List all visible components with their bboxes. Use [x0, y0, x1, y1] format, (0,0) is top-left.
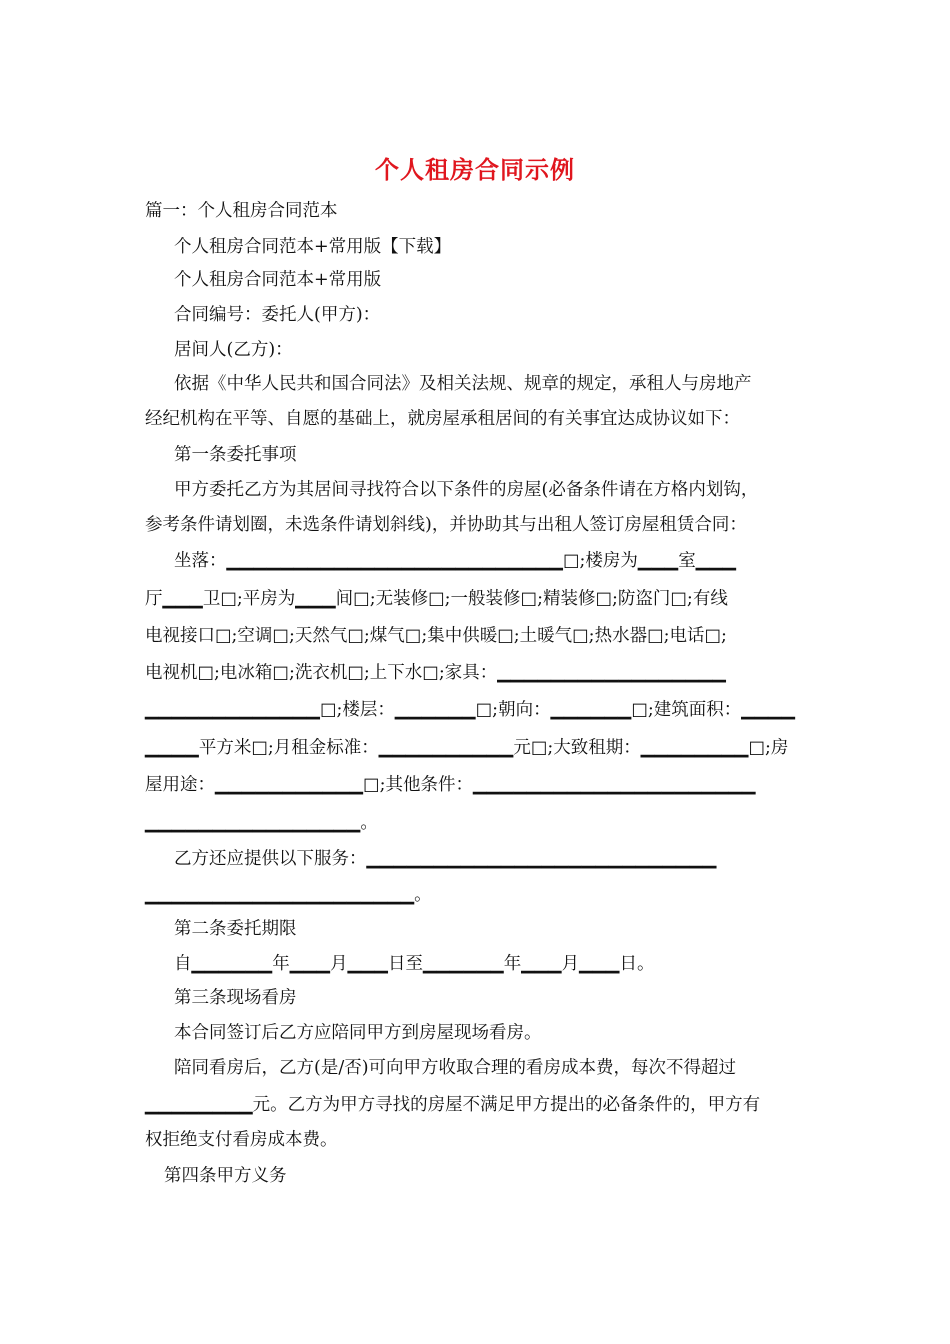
- section-heading: 第三条现场看房: [174, 988, 297, 1008]
- document-title: 个人租房合同示例: [375, 155, 575, 184]
- text-line: 陪同看房后，乙方(是/否)可向甲方收取合理的看房成本费，每次不得超过: [174, 1058, 737, 1078]
- text-line: 依据《中华人民共和国合同法》及相关法规、规章的规定，承租人与房地产: [174, 374, 752, 394]
- text-line: 本合同签订后乙方应陪同甲方到房屋现场看房。: [174, 1023, 542, 1043]
- text-line: 居间人(乙方)：: [174, 340, 293, 360]
- text-line: 屋用途：▁▁▁▁▁▁▁▁▁▁▁□;其他条件：▁▁▁▁▁▁▁▁▁▁▁▁▁▁▁▁▁▁▁▁▁: [145, 775, 756, 795]
- text-line: 厅▁▁▁卫□;平房为▁▁▁间□;无装修□;一般装修□;精装修□;防盗门□;有线: [145, 589, 728, 609]
- text-line: 自▁▁▁▁▁▁年▁▁▁月▁▁▁日至▁▁▁▁▁▁年▁▁▁月▁▁▁日。: [174, 954, 655, 974]
- text-line: 坐落：▁▁▁▁▁▁▁▁▁▁▁▁▁▁▁▁▁▁▁▁▁▁▁▁▁□;楼房为▁▁▁室▁▁▁: [174, 551, 737, 571]
- text-line: ▁▁▁▁▁▁▁▁元。乙方为甲方寻找的房屋不满足甲方提出的必备条件的，甲方有: [145, 1095, 761, 1115]
- text-line: 权拒绝支付看房成本费。: [145, 1130, 338, 1150]
- text-line: 参考条件请划圈，未选条件请划斜线)，并协助其与出租人签订房屋租赁合同：: [145, 515, 747, 535]
- text-line: ▁▁▁▁平方米□;月租金标准：▁▁▁▁▁▁▁▁▁▁元□;大致租期：▁▁▁▁▁▁▁▁□;房: [145, 738, 789, 758]
- section-heading: 第四条甲方义务: [164, 1166, 287, 1186]
- text-line: 电视接口□;空调□;天然气□;煤气□;集中供暖□;土暖气□;热水器□;电话□;: [145, 626, 727, 646]
- text-line: 电视机□;电冰箱□;洗衣机□;上下水□;家具：▁▁▁▁▁▁▁▁▁▁▁▁▁▁▁▁▁: [145, 663, 727, 683]
- text-line: 篇一：个人租房合同范本: [145, 201, 338, 221]
- text-line: 乙方还应提供以下服务：▁▁▁▁▁▁▁▁▁▁▁▁▁▁▁▁▁▁▁▁▁▁▁▁▁▁: [174, 849, 717, 869]
- text-line: 个人租房合同范本+常用版: [174, 270, 382, 290]
- section-heading: 第一条委托事项: [174, 445, 297, 465]
- text-line: ▁▁▁▁▁▁▁▁▁▁▁▁▁□;楼层：▁▁▁▁▁▁□;朝向：▁▁▁▁▁▁□;建筑面积：▁▁▁▁: [145, 700, 796, 720]
- text-line: 经纪机构在平等、自愿的基础上，就房屋承租居间的有关事宜达成协议如下：: [145, 409, 740, 429]
- text-line: 个人租房合同范本+常用版【下载】: [174, 237, 452, 257]
- text-line: 合同编号：委托人(甲方)：: [174, 305, 381, 325]
- text-line: ▁▁▁▁▁▁▁▁▁▁▁▁▁▁▁▁▁▁▁▁。: [145, 885, 432, 905]
- section-heading: 第二条委托期限: [174, 919, 297, 939]
- text-line: 甲方委托乙方为其居间寻找符合以下条件的房屋(必备条件请在方格内划钩，: [174, 480, 759, 500]
- text-line: ▁▁▁▁▁▁▁▁▁▁▁▁▁▁▁▁。: [145, 813, 378, 833]
